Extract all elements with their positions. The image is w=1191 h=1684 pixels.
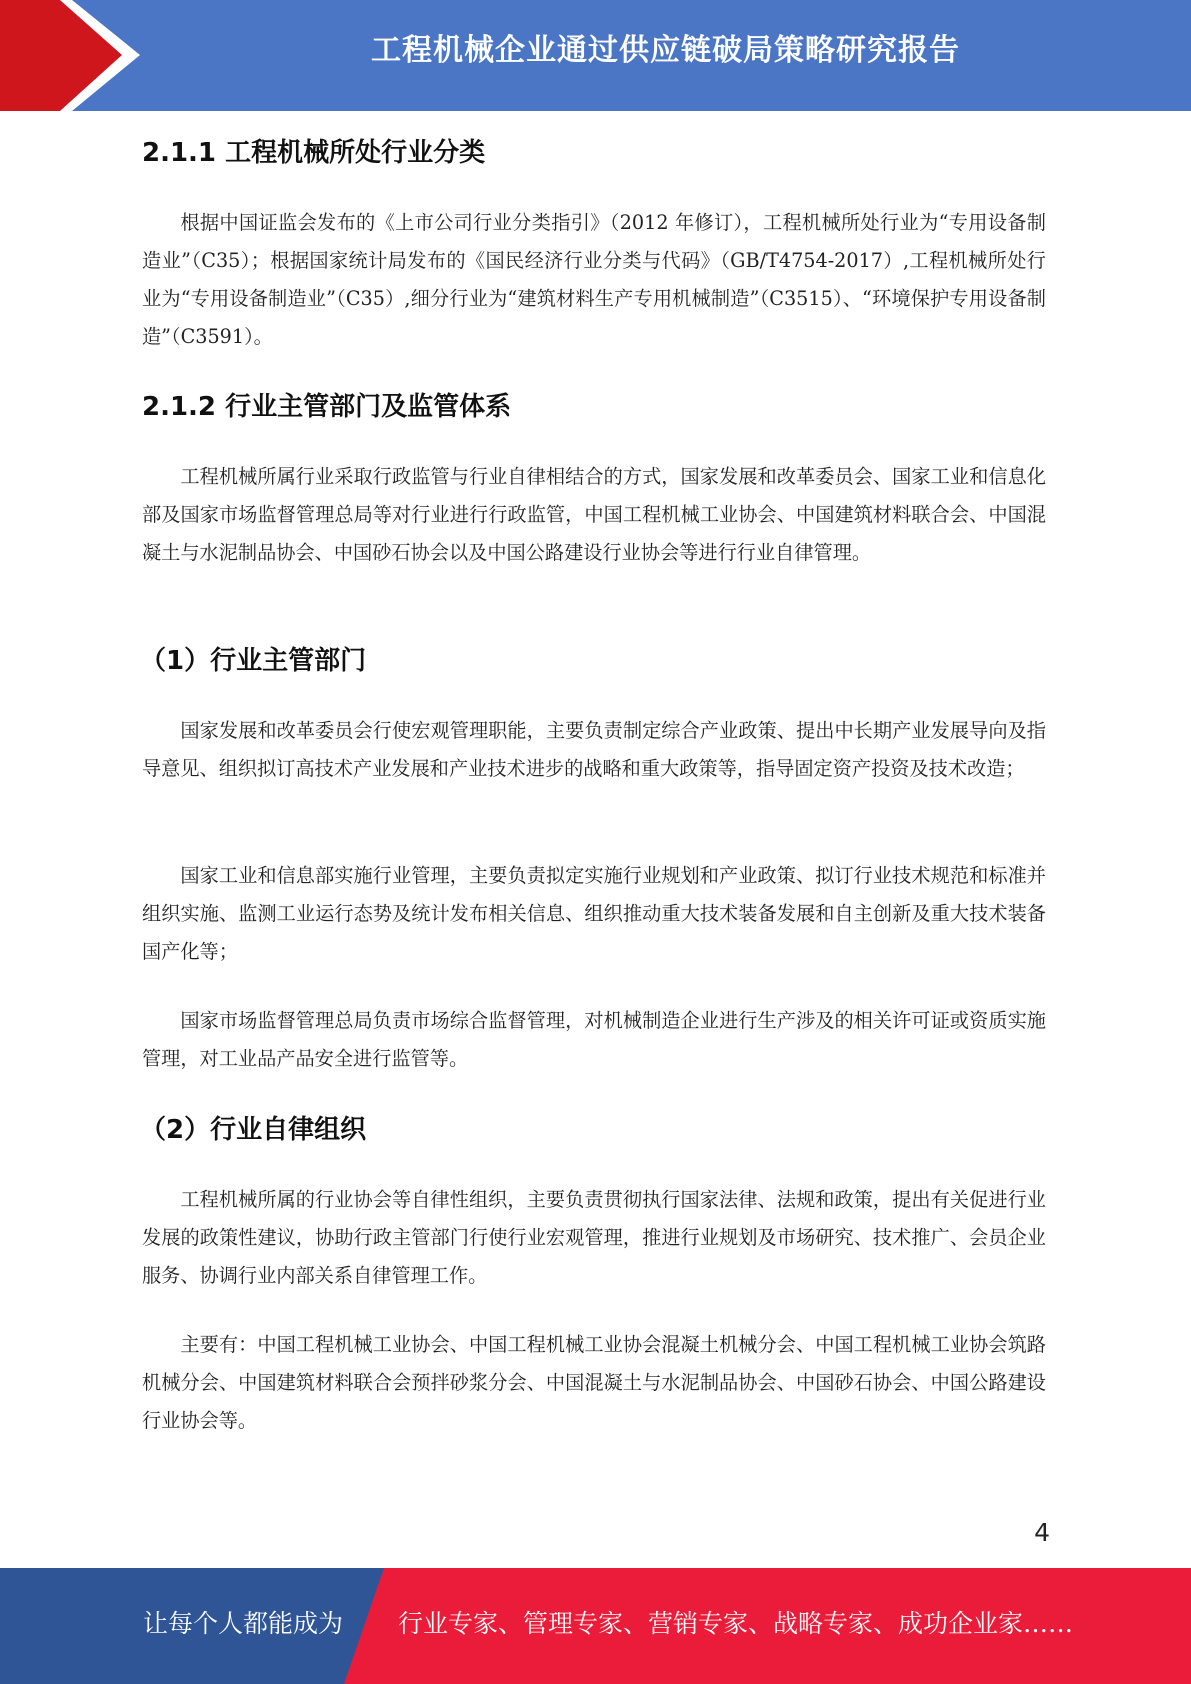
header-band — [0, 0, 1191, 111]
report-title: 工程机械企业通过供应链破局策略研究报告 — [371, 33, 960, 68]
paragraph-miit: 国家工业和信息部实施行业管理，主要负责拟定实施行业规划和产业政策、拟订行业技术规范和标准并组织实施、监测工业运行态势及统计发布相关信息、组织推动重大技术装备发展和自主创新及重大技术装备国产化等； — [142, 864, 1046, 963]
section-heading-2-1-2: 2.1.2 行业主管部门及监管体系 — [142, 392, 512, 422]
footer-band — [0, 1568, 1191, 1684]
paragraph-associations-role: 工程机械所属的行业协会等自律性组织，主要负责贯彻执行国家法律、法规和政策，提出有关促进行业发展的政策性建议，协助行政主管部门行使行业宏观管理，推进行业规划及市场研究、技术推广、会员企业服务、协调行业内部关系自律管理工作。 — [142, 1188, 1046, 1287]
section-heading-2-1-1: 2.1.1 工程机械所处行业分类 — [142, 138, 486, 168]
paragraph-samr: 国家市场监督管理总局负责市场综合监督管理，对机械制造企业进行生产涉及的相关许可证或资质实施管理，对工业品产品安全进行监管等。 — [142, 1009, 1046, 1070]
red-chevron-graphic — [0, 0, 150, 111]
subheading-competent-departments: （1）行业主管部门 — [140, 646, 367, 676]
subheading-self-regulatory-orgs: （2）行业自律组织 — [140, 1115, 367, 1145]
paragraph-associations-list: 主要有：中国工程机械工业协会、中国工程机械工业协会混凝土机械分会、中国工程机械工业协会筑路机械分会、中国建筑材料联合会预拌砂浆分会、中国混凝土与水泥制品协会、中国砂石协会、中国公路建设行业协会等。 — [142, 1333, 1046, 1432]
footer-slogan-right: 行业专家、管理专家、营销专家、战略专家、成功企业家…… — [398, 1609, 1074, 1638]
paragraph-regulatory-system: 工程机械所属行业采取行政监管与行业自律相结合的方式，国家发展和改革委员会、国家工业和信息化部及国家市场监督管理总局等对行业进行行政监管，中国工程机械工业协会、中国建筑材料联合会、中国混凝土与水泥制品协会、中国砂石协会以及中国公路建设行业协会等进行行业自律管理。 — [142, 465, 1046, 564]
page-number: 4 — [1034, 1518, 1050, 1547]
paragraph-industry-classification: 根据中国证监会发布的《上市公司行业分类指引》（2012 年修订），工程机械所处行业为“专用设备制造业”（C35）；根据国家统计局发布的《国民经济行业分类与代码》（GB/T4754-2017）,工程机械所处行业为“专用设备制造业”（C35）,细分行业为“建筑材料生产专用机械制造”（C3515）、“环境保护专用设备制造”（C3591）。 — [142, 211, 1046, 348]
paragraph-ndrc: 国家发展和改革委员会行使宏观管理职能，主要负责制定综合产业政策、提出中长期产业发展导向及指导意见、组织拟订高技术产业发展和产业技术进步的战略和重大政策等，指导固定资产投资及技术改造； — [142, 719, 1046, 780]
footer-slogan-left: 让每个人都能成为 — [143, 1609, 344, 1638]
